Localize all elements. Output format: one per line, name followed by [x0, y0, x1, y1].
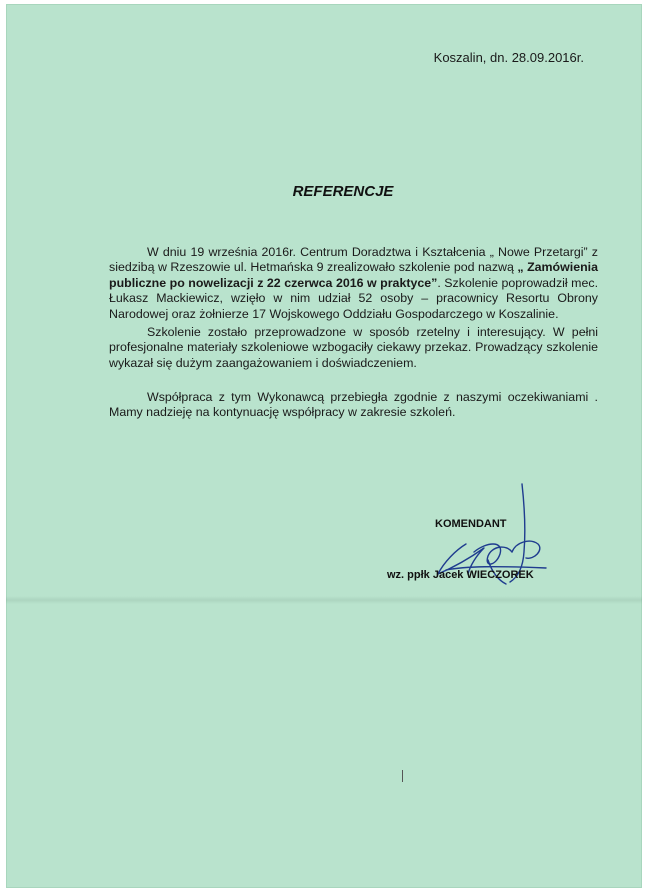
paragraph-1-text-a: W dniu 19 września 2016r. Centrum Doradztwa i Kształcenia „ Nowe Przetargi” z siedzibą w Rzeszowie ul. Hetmańska 9 zrealizowało szkolenie pod nazwą — [109, 245, 598, 275]
signer-title: KOMENDANT — [435, 518, 507, 530]
signer-name: wz. ppłk Jacek WIECZOREK — [387, 569, 534, 581]
training-name: „ Zamówienia publiczne po nowelizacji z 22 czerwca 2016 w praktyce” — [109, 260, 598, 290]
date-line: Koszalin, dn. 28.09.2016r. — [433, 50, 584, 65]
paragraph-1 — [109, 245, 598, 322]
paragraph-2-text: Szkolenie zostało przeprowadzone w sposób rzetelny i interesujący. W pełni profesjonalne materiały szkoleniowe wzbogaciły ciekawy przekaz. Prowadzący szkolenie wykazał się dużym zaangażowaniem i doświadczeniem. — [109, 325, 598, 370]
letter-page — [6, 4, 642, 888]
paper-fold-line — [6, 596, 642, 604]
paragraph-3-text: Współpraca z tym Wykonawcą przebiegła zgodnie z naszymi oczekiwaniami . Mamy nadzieję na kontynuację współpracy w zakresie szkoleń. — [109, 390, 598, 420]
paragraph-1-text-b: . Szkolenie poprowadził mec. Łukasz Mackiewicz, wzięło w nim udział 52 osoby – pracownicy Resortu Obrony Narodowej oraz żołnierze 17 Wojskowego Oddziału Gospodarczego w Koszalinie. — [109, 275, 599, 321]
paper-mark — [402, 770, 403, 782]
paragraph-2 — [109, 325, 598, 371]
paragraph-3 — [109, 390, 598, 421]
document-title: REFERENCJE — [292, 183, 394, 200]
